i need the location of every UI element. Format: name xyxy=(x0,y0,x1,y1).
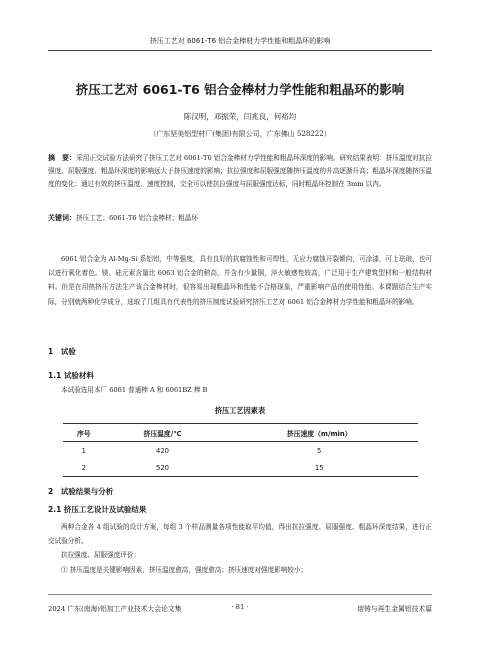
footer-section: 熔铸与再生金属铝技术篇 xyxy=(357,605,432,613)
paragraph: 两种合金各 4 组试验的设计方案，每组 3 个样品测量各项性能取平均值，得出抗拉强度、屈服强度、粗晶环深度结果，进行正交试验分析。 xyxy=(48,523,432,546)
footer-rule xyxy=(48,594,432,595)
paper-title: 挤压工艺对 6061-T6 铝合金棒材力学性能和粗晶环的影响 xyxy=(75,82,405,97)
table-header-cell: 序号 xyxy=(76,429,91,438)
table-header-row xyxy=(63,424,418,442)
section-2-heading: 2 试验结果与分析 xyxy=(48,487,114,496)
abstract xyxy=(48,152,432,192)
intro-paragraph: 6061 铝合金为 Al-Mg-Si 系铝铝，中等强度，具有良好的抗腐蚀性和可焊性，无应力腐蚀开裂倾向，可涂漆，可上珐琅，也可以进行氧化着色。镁、硅元素含量比 6063 铝合金的稍高，并含有少量铜，淬火敏感性较高，广泛用于生产建筑型材和一般结构材料。但是在用热挤压方法生产该合金棒材时，很容易出现粗晶环和性能不合格现象，严重影响产品的使用性能。本课题结合生产实际，分别就两种化学成分，选取了几组具有代表性的挤压制度试验研究挤压工艺对 6061 铝合金棒材力学性能和粗晶环的影响。 xyxy=(48,255,432,306)
table-row xyxy=(63,442,418,460)
page-number: · 81 · xyxy=(231,603,249,611)
authors: 陈汉明，邓振荣，闫兆良，何裕均 xyxy=(183,112,297,121)
keywords xyxy=(48,212,432,223)
section-1-1-heading: 1.1 试验材料 xyxy=(48,371,94,380)
table-cell: 420 xyxy=(156,446,169,455)
section-2-1-body xyxy=(48,520,432,577)
section-1-heading: 1 试验 xyxy=(48,347,76,356)
abstract-label: 摘 要： xyxy=(48,154,77,162)
table-cell: 5 xyxy=(317,446,322,455)
abstract-text: 采用正交试验方法研究了挤压工艺对 6061-T6 铝合金棒材力学性能和粗晶环深度的影响。研究结果表明：挤压温度对抗拉强度、屈服强度、粗晶环深度的影响远大于挤压速度的影响；抗拉强度和屈服强度随挤压温度的升高逐渐升高；粗晶环深度随挤压温度的变化；通过有效的挤压温度、速度控制，完全可以使抗拉强度与屈服强度达标，同时粗晶环控制在 3mm 以内。 xyxy=(48,154,433,189)
keywords-text: 挤压工艺；6061-T6 铝合金棒材；粗晶环 xyxy=(76,214,199,222)
table-header-cell: 挤压温度/℃ xyxy=(143,429,182,438)
table-title: 挤压工艺因素表 xyxy=(214,406,266,415)
materials-text: 本试验选用本厂 6061 普通棒 A 和 6061BZ 棒 B xyxy=(61,386,208,394)
process-factors-table xyxy=(63,423,418,477)
table-header-cell: 挤压速度（m/min） xyxy=(286,429,352,438)
affiliation: （广东坚美铝型材厂(集团)有限公司，广东佛山 528222） xyxy=(149,130,331,138)
header-rule xyxy=(48,50,432,51)
footer-proceedings: 2024 广东(南海)铝加工产业技术大会论文集 xyxy=(48,605,182,613)
section-2-1-heading: 2.1 挤压工艺设计及试验结果 xyxy=(48,505,147,514)
table-cell: 15 xyxy=(314,463,324,472)
table-row xyxy=(63,459,418,477)
paragraph: 抗拉强度、屈服强度评价： xyxy=(61,551,141,560)
running-header: 挤压工艺对 6061-T6 铝合金棒材力学性能和粗晶环的影响 xyxy=(149,37,331,45)
keywords-label: 关键词： xyxy=(48,214,76,222)
table-cell: 520 xyxy=(156,463,169,472)
table-cell: 1 xyxy=(81,446,86,455)
table-cell: 2 xyxy=(81,463,86,472)
paragraph: ① 挤压温度是关键影响因素，挤压温度愈高，强度愈高；挤压速度对强度影响较小； xyxy=(61,565,308,574)
